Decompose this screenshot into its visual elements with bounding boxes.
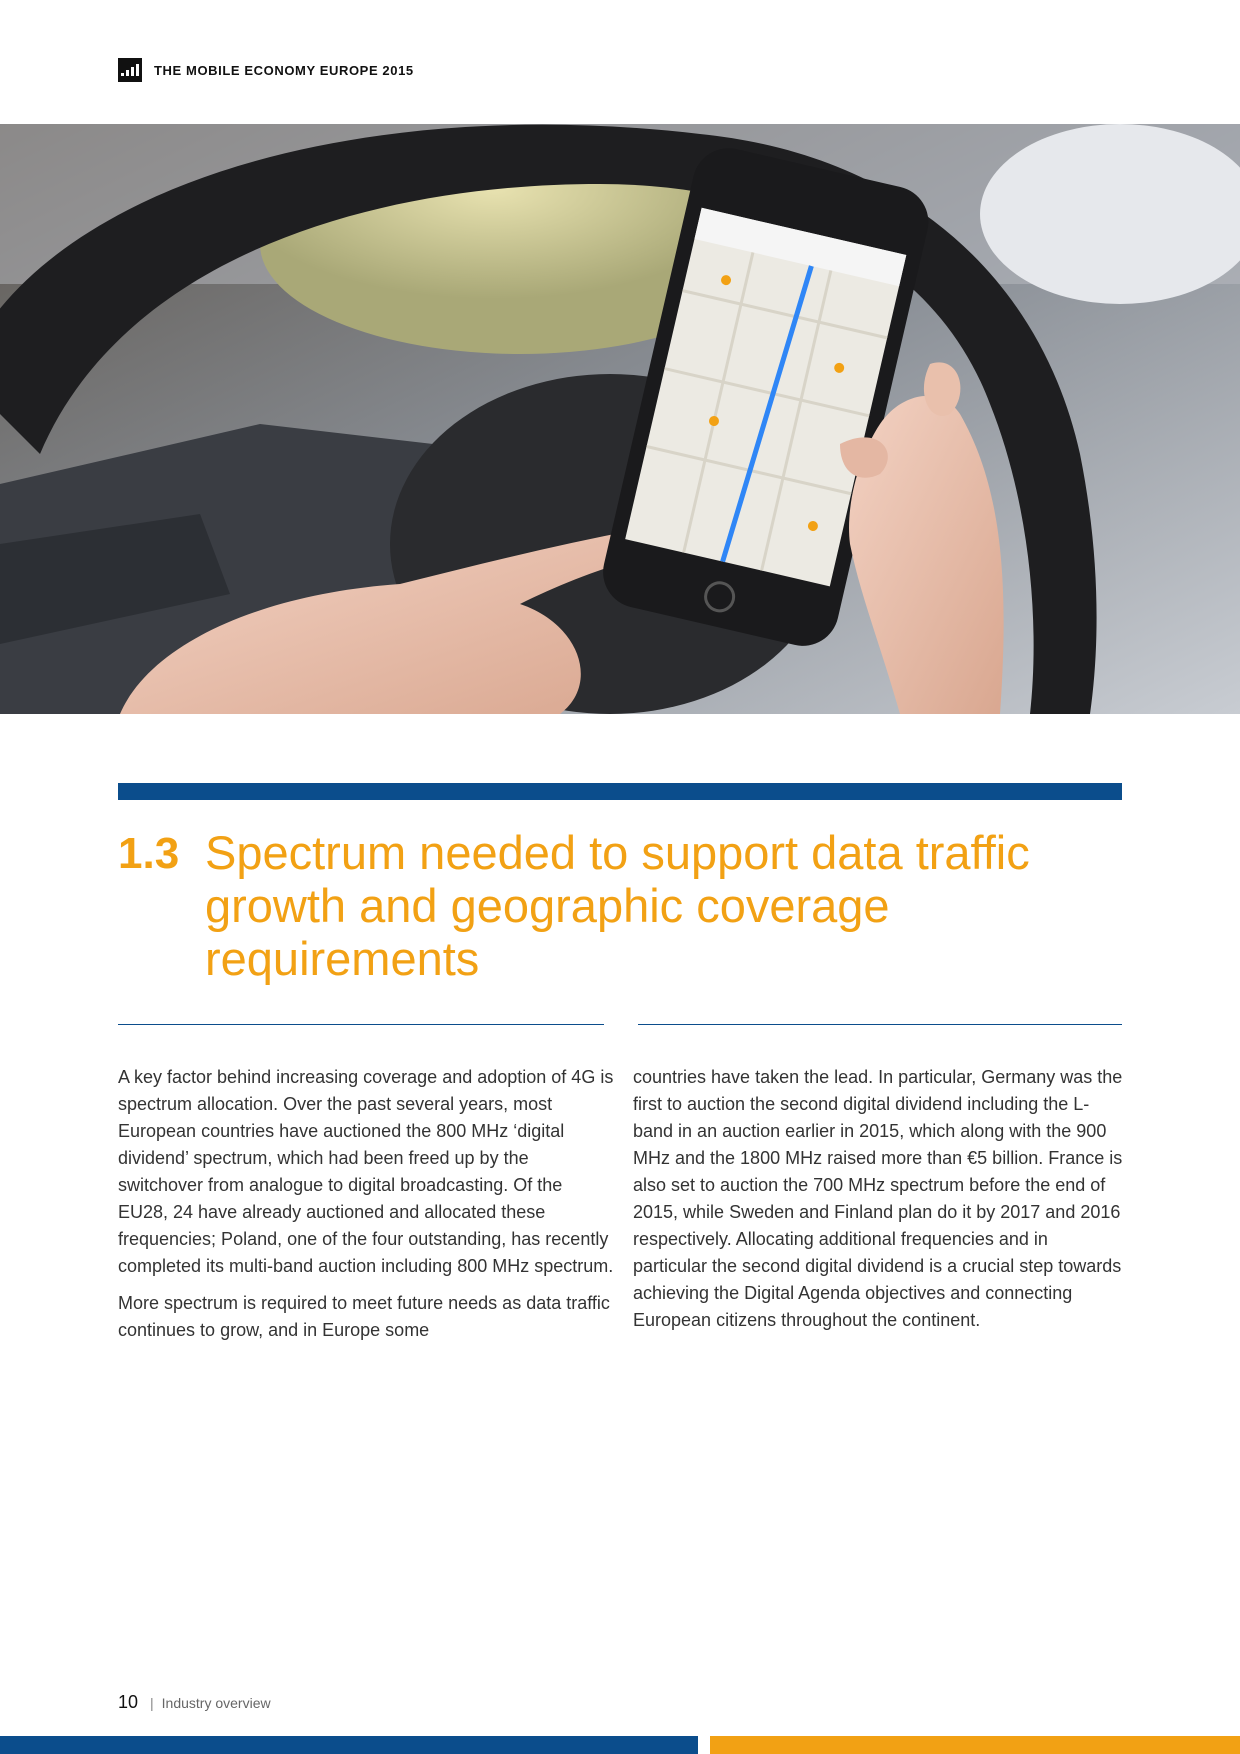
body-column-right [633, 1064, 1125, 1344]
body-paragraph: More spectrum is required to meet future needs as data traffic continues to grow, and in Europe some [118, 1293, 610, 1340]
body-column-left [118, 1064, 614, 1354]
footer-bar-orange [710, 1736, 1240, 1754]
gsma-logo-icon [118, 58, 142, 82]
footer-bar-blue [0, 1736, 698, 1754]
divider-left [118, 1024, 604, 1025]
section-number: 1.3 [118, 829, 180, 878]
body-paragraph: A key factor behind increasing coverage and adoption of 4G is spectrum allocation. Over the past several years, most European countries have auctioned the 800 MHz ‘digital dividend’ spectrum, which had been freed up by the switchover from analogue to digital broadcasting. Of the EU28, 24 have already auctioned and allocated these frequencies; Poland, one of the four outstanding, has recently completed its multi-band auction including 800 MHz spectrum. [118, 1067, 614, 1276]
footer-separator: | [150, 1695, 154, 1711]
publication-title: THE MOBILE ECONOMY EUROPE 2015 [154, 62, 414, 78]
section-accent-bar [118, 783, 1122, 800]
divider-right [638, 1024, 1122, 1025]
section-title: Spectrum needed to support data traffic growth and geographic coverage requirements [205, 826, 1030, 985]
page-header [118, 58, 414, 82]
page-footer [118, 1692, 271, 1713]
body-paragraph: countries have taken the lead. In particular, Germany was the first to auction the second digital dividend including the L-band in an auction earlier in 2015, which along with the 900 MHz and the 1800 MHz raised more than €5 billion. France is also set to auction the 700 MHz spectrum before the end of 2015, while Sweden and Finland plan do it by 2017 and 2016 respectively. Allocating additional frequencies and in particular the second digital dividend is a crucial step towards achieving the Digital Agenda objectives and connecting European citizens throughout the continent. [633, 1067, 1123, 1330]
section-label: Industry overview [161, 1695, 271, 1711]
page-number: 10 [118, 1692, 139, 1712]
phone-map-photo-icon [0, 124, 1240, 714]
hero-photo [0, 124, 1240, 714]
